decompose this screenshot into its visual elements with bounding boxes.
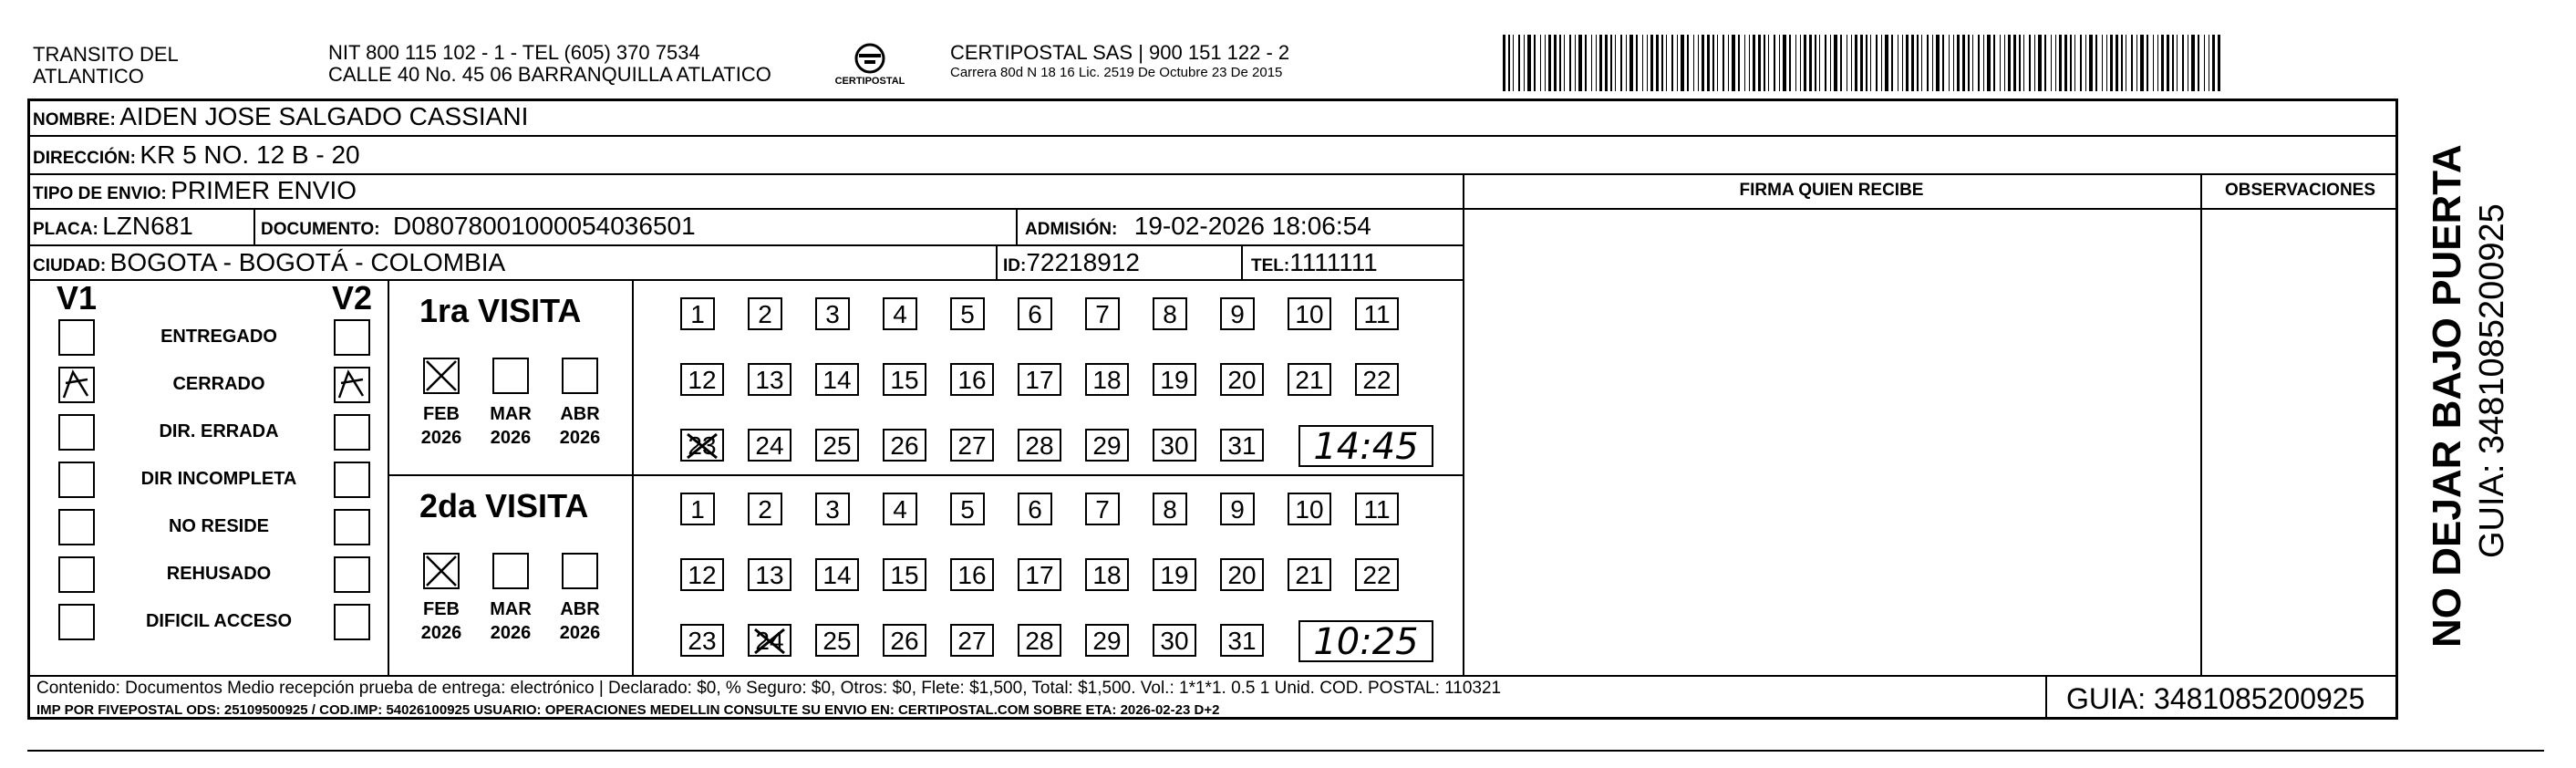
status-label: DIR INCOMPLETA <box>140 469 297 489</box>
month-checkbox[interactable] <box>423 553 460 589</box>
day-box[interactable]: 10 <box>1288 493 1331 525</box>
day-box[interactable]: 13 <box>748 558 791 591</box>
day-box[interactable]: 17 <box>1018 363 1061 396</box>
v2-checkbox[interactable] <box>334 319 370 356</box>
day-cross-mark <box>750 626 790 655</box>
issuer-line2: ATLANTICO <box>33 65 144 88</box>
v2-checkbox[interactable] <box>334 414 370 451</box>
id-value: 72218912 <box>1026 248 1140 276</box>
day-box[interactable]: 28 <box>1018 429 1061 462</box>
day-box[interactable]: 31 <box>1220 624 1264 657</box>
year-label: 2026 <box>559 623 601 643</box>
day-box[interactable]: 7 <box>1085 493 1120 525</box>
visit-time[interactable]: 10:25 <box>1298 620 1433 662</box>
year-label: 2026 <box>490 428 532 448</box>
company-info <box>950 42 1289 82</box>
barcode <box>1503 35 2223 91</box>
month-checkbox[interactable] <box>562 358 598 394</box>
issuer-name <box>33 44 179 88</box>
day-box[interactable]: 1 <box>680 493 715 525</box>
year-label: 2026 <box>420 428 462 448</box>
visit-title: 2da VISITA <box>419 487 589 524</box>
company-nit: CERTIPOSTAL SAS | 900 151 122 - 2 <box>950 41 1290 64</box>
placa-label: PLACA: <box>33 220 98 239</box>
tipo-envio-label: TIPO DE ENVIO: <box>33 184 167 203</box>
day-box[interactable]: 15 <box>883 558 926 591</box>
tel-label: TEL: <box>1251 256 1290 275</box>
day-box[interactable]: 23 <box>680 429 724 462</box>
side-warning: NO DEJAR BAJO PUERTA <box>2425 144 2469 648</box>
nombre-row <box>33 102 528 131</box>
v2-checkbox[interactable] <box>334 367 370 403</box>
admision-value: 19-02-2026 18:06:54 <box>1133 212 1371 240</box>
v1-checkbox[interactable] <box>58 319 95 356</box>
month-label: FEB <box>423 599 460 619</box>
day-box[interactable]: 25 <box>815 429 859 462</box>
day-box[interactable]: 10 <box>1288 297 1331 330</box>
month-label: FEB <box>423 404 460 424</box>
ciudad-label: CIUDAD: <box>33 256 107 275</box>
id-label: ID: <box>1003 256 1027 275</box>
day-box[interactable]: 22 <box>1355 363 1399 396</box>
day-box[interactable]: 11 <box>1355 493 1399 525</box>
v1-label: V1 <box>57 279 98 317</box>
ciudad-row <box>33 248 505 277</box>
day-box[interactable]: 1 <box>680 297 715 330</box>
day-box[interactable]: 6 <box>1018 297 1052 330</box>
placa-value: LZN681 <box>102 212 193 240</box>
day-box[interactable]: 24 <box>748 429 791 462</box>
documento-value: D08078001000054036501 <box>393 212 696 240</box>
day-box[interactable]: 19 <box>1153 363 1196 396</box>
day-box[interactable]: 26 <box>883 624 926 657</box>
month-label: MAR <box>490 404 532 424</box>
status-label: NO RESIDE <box>168 516 270 536</box>
v1-checkbox[interactable] <box>58 509 95 545</box>
day-box[interactable]: 18 <box>1085 363 1129 396</box>
day-box[interactable]: 25 <box>815 624 859 657</box>
visit-time[interactable]: 14:45 <box>1298 425 1433 467</box>
visit-title: 1ra VISITA <box>419 292 582 329</box>
status-label: REHUSADO <box>166 564 272 584</box>
day-box[interactable]: 28 <box>1018 624 1061 657</box>
v1-checkbox[interactable] <box>58 367 95 403</box>
day-box[interactable]: 12 <box>680 558 724 591</box>
day-box[interactable]: 14 <box>815 363 859 396</box>
month-checkbox[interactable] <box>562 553 598 589</box>
certipostal-logo <box>833 40 906 91</box>
v2-checkbox[interactable] <box>334 556 370 593</box>
day-box[interactable]: 17 <box>1018 558 1061 591</box>
company-license: Carrera 80d N 18 16 Lic. 2519 De Octubre 23 De 2015 <box>950 65 1283 80</box>
day-box[interactable]: 21 <box>1288 558 1331 591</box>
ciudad-value: BOGOTA - BOGOTÁ - COLOMBIA <box>109 248 506 276</box>
direccion-value: KR 5 NO. 12 B - 20 <box>140 140 360 169</box>
day-box[interactable]: 13 <box>748 363 791 396</box>
admision-label: ADMISIÓN: <box>1025 220 1118 239</box>
day-box[interactable]: 12 <box>680 363 724 396</box>
day-cross-mark <box>682 431 722 460</box>
firma-header: FIRMA QUIEN RECIBE <box>1739 181 1924 200</box>
footer-guia: GUIA: 3481085200925 <box>2066 682 2365 715</box>
day-box[interactable]: 9 <box>1220 493 1255 525</box>
v2-label: V2 <box>332 279 373 317</box>
id-field <box>1003 248 1140 277</box>
day-box[interactable]: 27 <box>950 624 994 657</box>
day-box[interactable]: 14 <box>815 558 859 591</box>
tel-value: 1111111 <box>1289 248 1378 276</box>
month-checkbox[interactable] <box>423 358 460 394</box>
day-box[interactable]: 6 <box>1018 493 1052 525</box>
nombre-value: AIDEN JOSE SALGADO CASSIANI <box>119 102 529 130</box>
issuer-address: CALLE 40 No. 45 06 BARRANQUILLA ATLATICO <box>328 63 771 86</box>
direccion-row <box>33 140 360 170</box>
documento-field <box>261 212 696 241</box>
day-box[interactable]: 24 <box>748 624 791 657</box>
nombre-label: NOMBRE: <box>33 110 116 130</box>
issuer-nit: NIT 800 115 102 - 1 - TEL (605) 370 7534 <box>328 41 700 64</box>
day-box[interactable]: 16 <box>950 558 994 591</box>
side-guia: GUIA: 3481085200925 <box>2473 203 2511 558</box>
day-box[interactable]: 29 <box>1085 624 1129 657</box>
day-box[interactable]: 11 <box>1355 297 1399 330</box>
day-box[interactable]: 15 <box>883 363 926 396</box>
day-box[interactable]: 26 <box>883 429 926 462</box>
day-box[interactable]: 18 <box>1085 558 1129 591</box>
v1-checkbox[interactable] <box>58 414 95 451</box>
day-box[interactable]: 2 <box>748 297 782 330</box>
direccion-label: DIRECCIÓN: <box>33 149 136 168</box>
month-checkbox[interactable] <box>492 358 529 394</box>
month-label: ABR <box>560 599 600 619</box>
day-box[interactable]: 29 <box>1085 429 1129 462</box>
v1-checkbox[interactable] <box>58 604 95 640</box>
observaciones-header: OBSERVACIONES <box>2224 181 2376 200</box>
v2-checkbox[interactable] <box>334 509 370 545</box>
issuer-contact <box>328 42 771 86</box>
day-box[interactable]: 30 <box>1153 429 1196 462</box>
day-box[interactable]: 3 <box>815 297 850 330</box>
day-box[interactable]: 4 <box>883 493 917 525</box>
v1-checkbox[interactable] <box>58 462 95 498</box>
day-box[interactable]: 5 <box>950 493 985 525</box>
tipo-envio-value: PRIMER ENVIO <box>171 176 357 204</box>
tel-field <box>1251 248 1378 277</box>
footer-imp-line: IMP POR FIVEPOSTAL ODS: 25109500925 / COD.IMP: 54026100925 USUARIO: OPERACIONES MEDELLIN CONSULTE SU ENVIO EN: CERTIPOSTAL.COM SOBRE ETA: 2026-02-23 D+2 <box>36 702 1220 718</box>
day-box[interactable]: 2 <box>748 493 782 525</box>
day-box[interactable]: 9 <box>1220 297 1255 330</box>
day-box[interactable]: 5 <box>950 297 985 330</box>
issuer-line1: TRANSITO DEL <box>33 43 179 66</box>
day-box[interactable]: 7 <box>1085 297 1120 330</box>
status-label: DIFICIL ACCESO <box>145 611 292 631</box>
status-label: CERRADO <box>172 374 265 394</box>
admision-field <box>1025 212 1371 241</box>
day-box[interactable]: 20 <box>1220 558 1264 591</box>
status-label: DIR. ERRADA <box>159 421 279 441</box>
month-label: ABR <box>560 404 600 424</box>
day-box[interactable]: 19 <box>1153 558 1196 591</box>
day-box[interactable]: 16 <box>950 363 994 396</box>
day-box[interactable]: 30 <box>1153 624 1196 657</box>
day-box[interactable]: 4 <box>883 297 917 330</box>
day-box[interactable]: 31 <box>1220 429 1264 462</box>
svg-text:CERTIPOSTAL: CERTIPOSTAL <box>834 76 905 87</box>
status-label: ENTREGADO <box>160 327 277 347</box>
day-box[interactable]: 3 <box>815 493 850 525</box>
day-box[interactable]: 23 <box>680 624 724 657</box>
v1-checkbox[interactable] <box>58 556 95 593</box>
v2-checkbox[interactable] <box>334 462 370 498</box>
year-label: 2026 <box>559 428 601 448</box>
documento-label: DOCUMENTO: <box>261 220 380 239</box>
year-label: 2026 <box>420 623 462 643</box>
day-box[interactable]: 8 <box>1153 493 1187 525</box>
tipo-envio-row <box>33 176 357 205</box>
day-box[interactable]: 21 <box>1288 363 1331 396</box>
day-box[interactable]: 27 <box>950 429 994 462</box>
day-box[interactable]: 8 <box>1153 297 1187 330</box>
v2-checkbox[interactable] <box>334 604 370 640</box>
month-checkbox[interactable] <box>492 553 529 589</box>
placa-row <box>33 212 193 241</box>
footer-content-line: Contenido: Documentos Medio recepción prueba de entrega: electrónico | Declarado: $0, % Seguro: $0, Otros: $0, Flete: $1,500, Total: $1,500. Vol.: 1*1*1. 0.5 1 Unid. COD. POSTAL: 110321 <box>36 679 1502 698</box>
year-label: 2026 <box>490 623 532 643</box>
month-label: MAR <box>490 599 532 619</box>
day-box[interactable]: 20 <box>1220 363 1264 396</box>
day-box[interactable]: 22 <box>1355 558 1399 591</box>
